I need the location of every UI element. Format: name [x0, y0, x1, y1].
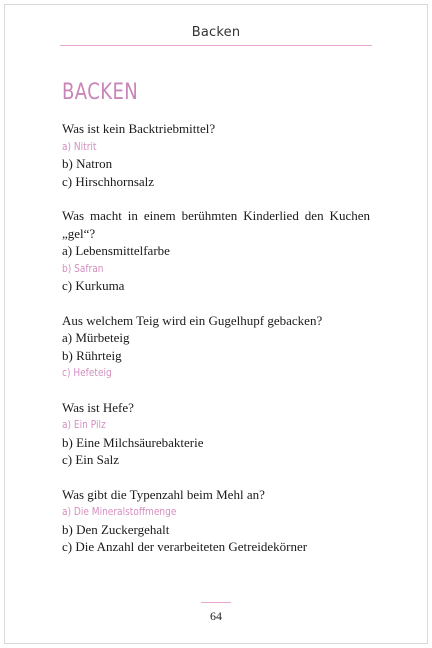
- footer-divider: [201, 602, 231, 603]
- answer-option: c) Die Anzahl der verarbeiteten Getreidekörner: [62, 539, 308, 554]
- running-header: Backen: [191, 25, 241, 40]
- chapter-title: BACKEN: [62, 80, 139, 105]
- page-number: 64: [210, 609, 222, 623]
- question-text: Aus welchem Teig wird ein Gugelhupf gebacken?: [62, 312, 323, 328]
- quiz-item: [62, 312, 370, 382]
- answer-option: b) Natron: [62, 156, 113, 171]
- answer-option: b) Den Zuckergehalt: [62, 521, 170, 537]
- answer-option: c) Hirschhornsalz: [62, 173, 155, 189]
- answer-option-correct: a) Die Mineralstoffmenge: [62, 505, 177, 518]
- answer-option: c) Ein Salz: [62, 452, 120, 467]
- quiz-item: [62, 399, 370, 469]
- answer-option: b) Eine Milchsäurebakterie: [62, 434, 204, 450]
- quiz-content: [62, 120, 370, 573]
- quiz-item: [62, 207, 370, 295]
- quiz-item: [62, 486, 370, 556]
- answer-option: b) Rührteig: [62, 347, 122, 363]
- answer-option-correct: a) Ein Pilz: [62, 418, 106, 431]
- answer-option-correct: a) Nitrit: [62, 139, 97, 153]
- question-text: Was gibt die Typenzahl beim Mehl an?: [62, 486, 265, 502]
- question-text: Was macht in einem berühmten Kinderlied den Kuchen „gel“?: [62, 208, 370, 241]
- answer-option: a) Lebensmittelfarbe: [62, 243, 170, 258]
- answer-option-correct: c) Hefeteig: [62, 366, 112, 379]
- answer-option: a) Mürbeteig: [62, 330, 130, 345]
- question-text: Was ist kein Backtriebmittel?: [62, 121, 216, 136]
- header-divider: [60, 45, 372, 46]
- question-text: Was ist Hefe?: [62, 399, 134, 415]
- answer-option: c) Kurkuma: [62, 278, 125, 293]
- answer-option-correct: b) Safran: [62, 261, 104, 275]
- quiz-item: [62, 120, 370, 190]
